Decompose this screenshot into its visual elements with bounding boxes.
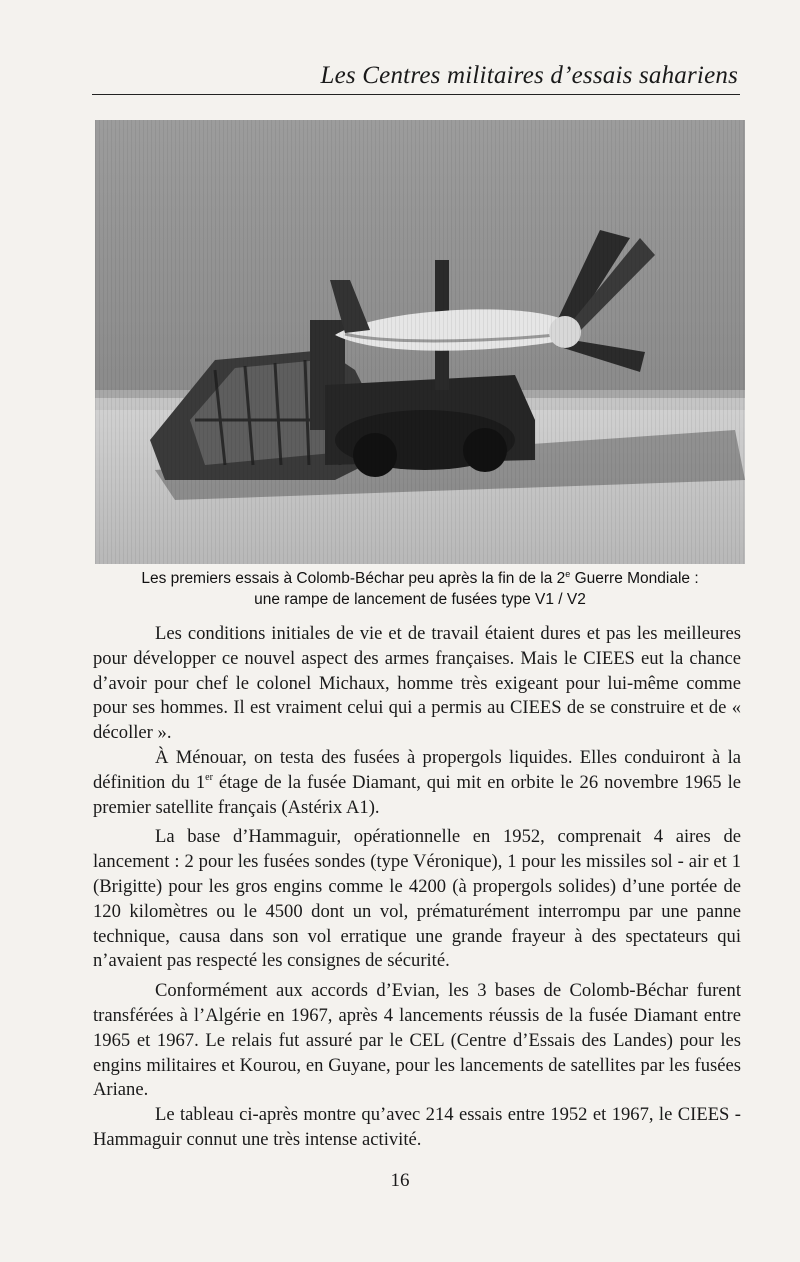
- paragraph-5: Le tableau ci-après montre qu’avec 214 essais entre 1952 et 1967, le CIEES - Hammaguir connut une très intense activité.: [93, 1104, 741, 1150]
- paragraph-1: Les conditions initiales de vie et de travail étaient dures et pas les meilleures pour développer ce nouvel aspect des armes françaises. Mais le CIEES eut la chance d’avoir pour chef le colonel Michaux, homme très exigeant pour lui-même comme pour ses hommes. Il est vraiment celui qui a permis au CIEES de se construire et de « décoller ».: [93, 623, 741, 744]
- header-title: Les Centres militaires d’essais sahariens: [320, 62, 738, 89]
- page-number: 16: [390, 1170, 410, 1191]
- running-header: [92, 58, 740, 95]
- figure-caption: [95, 568, 745, 610]
- photo-illustration: [95, 120, 745, 564]
- archival-photo-launch-ramp: [95, 120, 745, 564]
- paragraph-4: Conformément aux accords d’Evian, les 3 bases de Colomb-Béchar furent transférées à l’Algérie en 1967, après 4 lancements réussis de la fusée Diamant entre 1965 et 1967. Le relais fut assuré par le CEL (Centre d’Essais des Landes) pour les engins militaires et Kourou, en Guyane, pour les lancements de satellites par les fusées Ariane.: [93, 980, 741, 1101]
- caption-line-1: Les premiers essais à Colomb-Béchar peu après la fin de la 2e Guerre Mondiale :: [141, 569, 699, 587]
- paragraph-2-superscript: er: [205, 771, 213, 783]
- paragraph-3: La base d’Hammaguir, opérationnelle en 1952, comprenait 4 aires de lancement : 2 pour les fusées sondes (type Véronique), 1 pour les missiles sol - air et 1 (Brigitte) pour les gros engins comme le 4200 (à propergols solides) d’une portée de 120 kilomètres ou le 4500 dont un vol, prématurément interrompu par une panne technique, causa dans son vol erratique une grande frayeur à des spectateurs qui n’avaient pas respecté les consignes de sécurité.: [93, 826, 741, 972]
- caption-line-2: une rampe de lancement de fusées type V1 / V2: [254, 591, 586, 608]
- caption-superscript: e: [565, 569, 571, 579]
- paragraph-2: À Ménouar, on testa des fusées à propergols liquides. Elles conduiront à la définition du 1er étage de la fusée Diamant, qui mit en orbite le 26 novembre 1965 le premier satellite français (Astérix A1).: [93, 746, 741, 818]
- body-text: [93, 622, 741, 1153]
